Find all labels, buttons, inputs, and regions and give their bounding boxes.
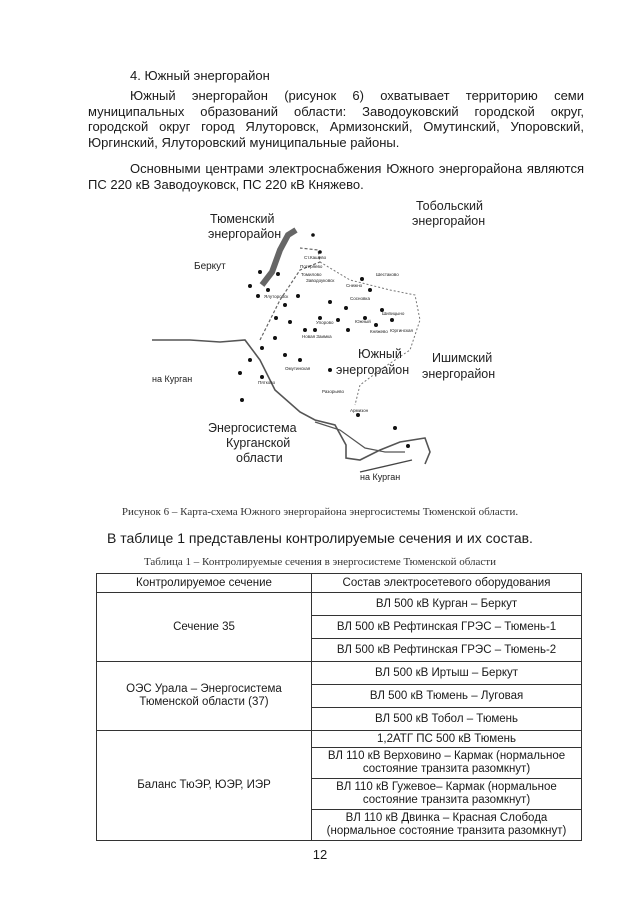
map-label: Ялуторовск	[264, 294, 289, 299]
equipment-cell: ВЛ 110 кВ Верховино – Кармак (нормальное состояние транзита разомкнут)	[312, 748, 582, 779]
south-region-label: Южный	[358, 347, 402, 361]
to-kurgan-west-label: на Курган	[152, 374, 193, 384]
kurgan-system-label: области	[236, 451, 283, 465]
equipment-cell: ВЛ 110 кВ Гужевое– Кармак (нормальное состояние транзита разомкнут)	[312, 779, 582, 810]
paragraph-supply-centers: Основными центрами электроснабжения Южного энергорайона являются ПС 220 кВ Заводоуковск, ПС 220 кВ Княжево.	[88, 161, 584, 192]
map-label: Разорьево	[322, 389, 345, 394]
map-label: Заводоуковск	[306, 278, 335, 283]
section-heading: 4. Южный энергорайон	[130, 68, 270, 83]
map-label: Княжево	[370, 329, 388, 334]
map-label: Ст.Кашево	[304, 255, 327, 260]
power-line-south	[315, 422, 405, 452]
map-label: Омутинская	[285, 366, 311, 371]
to-kurgan-south-label: на Курган	[360, 472, 401, 482]
ishim-region-label: Ишимский	[432, 351, 493, 365]
table-row	[97, 731, 582, 748]
table-row	[97, 593, 582, 616]
equipment-cell: 1,2АТГ ПС 500 кВ Тюмень	[312, 731, 582, 748]
south-region-label: энергорайон	[336, 363, 410, 377]
table-header-row	[97, 574, 582, 593]
tyumen-region-label: Тюменский	[210, 212, 275, 226]
equipment-cell: ВЛ 500 кВ Курган – Беркут	[312, 593, 582, 616]
substation-dots	[238, 233, 410, 448]
page-number: 12	[312, 847, 328, 862]
equipment-cell: ВЛ 110 кВ Двинка – Красная Слобода (нормальное состояние транзита разомкнут)	[312, 810, 582, 841]
map-label: Пятково	[258, 380, 276, 385]
section-cell: Сечение 35	[97, 593, 312, 662]
controlled-sections-table	[96, 573, 582, 841]
map-label: Потеряево	[300, 264, 323, 269]
equipment-cell: ВЛ 500 кВ Тюмень – Луговая	[312, 685, 582, 708]
table-row	[97, 662, 582, 685]
equipment-cell: ВЛ 500 кВ Рефтинская ГРЭС – Тюмень-2	[312, 639, 582, 662]
map-label: Армизон	[350, 408, 369, 413]
map-label: Сосновка	[350, 296, 370, 301]
section-cell: ОЭС Урала – Энергосистема Тюменской области (37)	[97, 662, 312, 731]
header-section: Контролируемое сечение	[97, 574, 312, 593]
kurgan-system-label: Энергосистема	[208, 421, 297, 435]
map-label: Юргинская	[390, 328, 413, 333]
section-cell: Баланс ТюЭР, ЮЭР, ИЭР	[97, 731, 312, 841]
map-label: Шипицыно	[382, 311, 405, 316]
arrow-to-kurgan-south	[360, 460, 412, 472]
map-label: Упорово	[316, 320, 334, 325]
table-caption: Таблица 1 – Контролируемые сечения в энергосистеме Тюменской области	[143, 556, 497, 568]
map-label: Новая Заимка	[302, 334, 332, 339]
berkut-label: Беркут	[194, 261, 226, 272]
kurgan-system-label: Курганской	[226, 436, 291, 450]
map-label: Южный	[355, 319, 371, 324]
figure-caption: Рисунок 6 – Карта-схема Южного энергорайона энергосистемы Тюменской области.	[121, 506, 519, 518]
tyumen-region-label: энергорайон	[208, 227, 282, 241]
ishim-region-label: энергорайон	[422, 367, 496, 381]
header-equipment: Состав электросетевого оборудования	[312, 574, 582, 593]
map-label: Снежно	[346, 283, 363, 288]
tobol-region-label: Тобольский	[416, 199, 483, 213]
energy-region-map	[150, 190, 570, 490]
tobol-region-label: энергорайон	[412, 214, 486, 228]
equipment-cell: ВЛ 500 кВ Тобол – Тюмень	[312, 708, 582, 731]
map-label: Шестаково	[376, 272, 399, 277]
paragraph-coverage: Южный энергорайон (рисунок 6) охватывает территорию семи муниципальных образований области: Заводоуковский городской округ, городской округ город Ялуторовск, Армизонский, Омутинский, Упоровский, Юргинский, Ялуторовский муниципальные районы.	[88, 88, 584, 150]
equipment-cell: ВЛ 500 кВ Рефтинская ГРЭС – Тюмень-1	[312, 616, 582, 639]
map-label: Томилово	[301, 272, 322, 277]
equipment-cell: ВЛ 500 кВ Иртыш – Беркут	[312, 662, 582, 685]
table-intro: В таблице 1 представлены контролируемые сечения и их состав.	[107, 530, 533, 546]
